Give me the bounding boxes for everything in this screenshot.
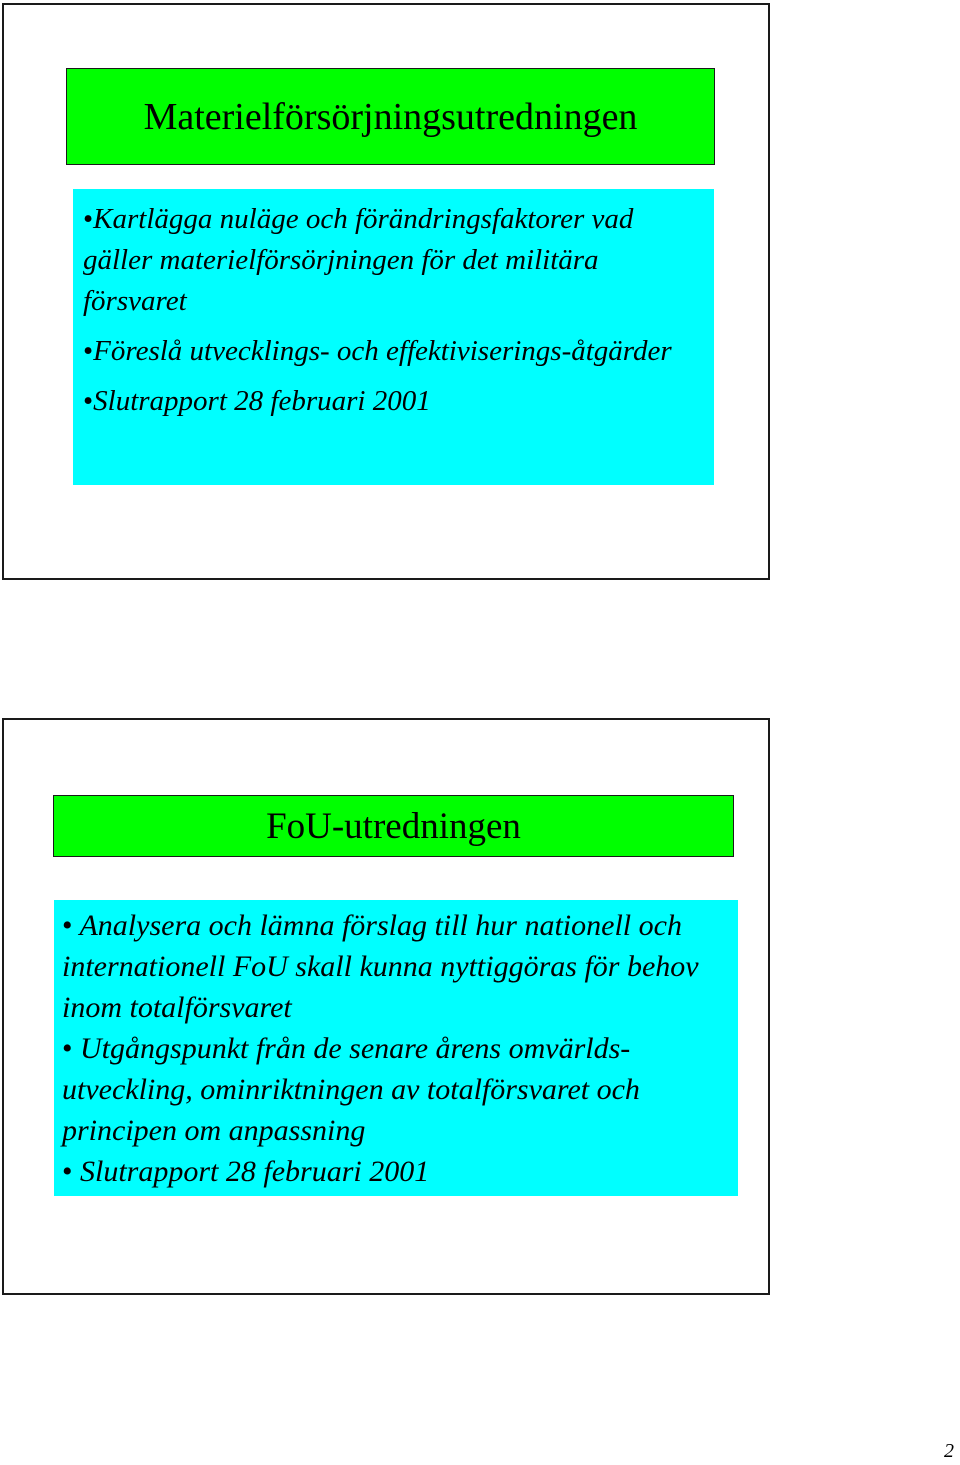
- slide-1-title: Materielförsörjningsutredningen: [66, 68, 715, 165]
- slide-2-bullet: • Slutrapport 28 februari 2001: [62, 1155, 430, 1188]
- bullet-icon: •: [62, 1155, 73, 1188]
- bullet-icon: •: [62, 909, 73, 942]
- slide-1-bullet: •Föreslå utvecklings- och effektiviserings-åtgärder: [83, 335, 672, 367]
- page-number: 2: [944, 1440, 954, 1462]
- slide-2: [2, 718, 770, 1295]
- slide-1-body: [73, 189, 714, 485]
- slide-1-bullet: •Slutrapport 28 februari 2001: [83, 385, 431, 417]
- slide-2-bullet: • Analysera och lämna förslag till hur nationell och internationell FoU skall kunna nyttiggöras för behov inom totalförsvaret: [62, 909, 699, 1024]
- bullet-icon: •: [83, 335, 94, 367]
- slide-1: [2, 3, 770, 580]
- bullet-icon: •: [83, 385, 94, 417]
- slide-2-bullet: • Utgångspunkt från de senare årens omvärlds-utveckling, ominriktningen av totalförsvaret och principen om anpassning: [62, 1032, 640, 1147]
- bullet-icon: •: [62, 1032, 73, 1065]
- bullet-icon: •: [83, 203, 94, 235]
- slide-1-bullet: •Kartlägga nuläge och förändringsfaktorer vad gäller materielförsörjningen för det militära försvaret: [83, 203, 634, 317]
- slide-2-body: [54, 900, 738, 1196]
- slide-2-title: FoU-utredningen: [53, 795, 734, 857]
